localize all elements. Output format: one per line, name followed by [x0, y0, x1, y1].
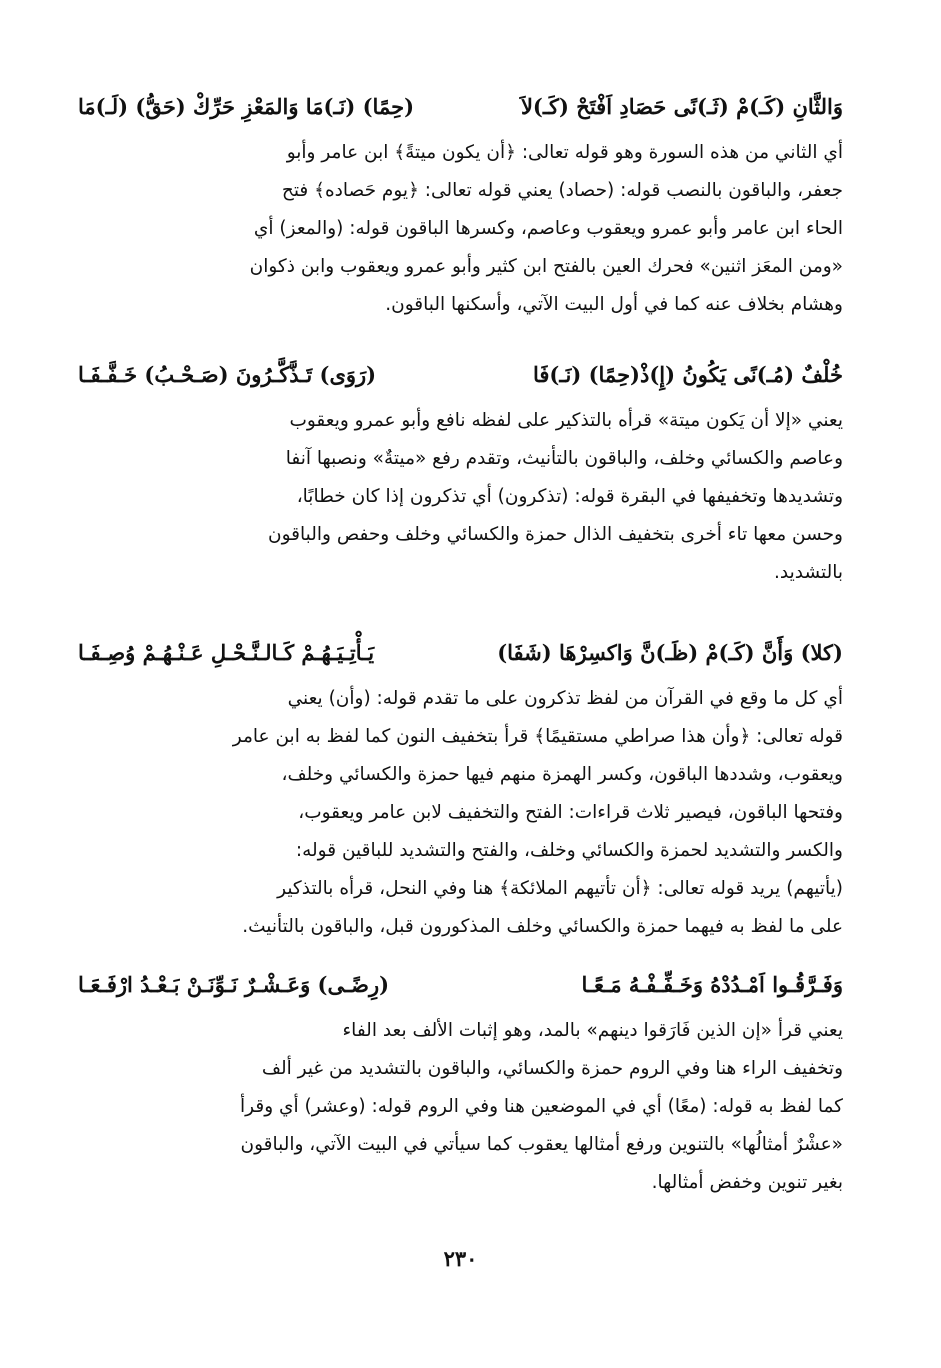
commentary-paragraph	[78, 680, 843, 946]
paragraph-line: يعني «إلا أن يَكون ميتة» قرأه بالتذكير على لفظه نافع وأبو عمرو ويعقوب	[289, 410, 843, 431]
paragraph-line: بغير تنوين وخفض أمثالها.	[651, 1172, 843, 1193]
paragraph-line: على ما لفظ به فيهما حمزة والكسائي وخلف المذكورون قبل، والباقون بالتأنيث.	[242, 916, 843, 937]
verse-line	[78, 624, 843, 680]
paragraph-line: وتخفيف الراء هنا وفي الروم حمزة والكسائي، والباقون بالتشديد من غير ألف	[261, 1058, 843, 1079]
commentary-paragraph	[78, 1012, 843, 1202]
verse-right-hemistich: وَفَـرَّقُـوا اَمْـدُدْهُ وَخَـفِّـفْـهُ مَـعًـا	[581, 971, 843, 997]
paragraph-line: والكسر والتشديد لحمزة والكسائي وخلف، والفتح والتشديد للباقين قوله:	[295, 840, 843, 861]
section-2	[78, 346, 843, 616]
paragraph-line: «ومن المعَز اثنين» فحرك العين بالفتح ابن كثير وأبو عمرو ويعقوب وابن ذكوان	[249, 256, 843, 277]
paragraph-line: ويعقوب، وشددها الباقون، وكسر الهمزة منهم فيها حمزة والكسائي وخلف،	[281, 764, 843, 785]
verse-right-hemistich: (كلا) وَأَنَّ (كَـ)مْ (ظَـ)نَّ وَاكسِرْهَا (شَفَا)	[497, 639, 843, 665]
section-4	[78, 956, 843, 1226]
page-number: ٢٣٠	[443, 1246, 478, 1271]
verse-line	[78, 346, 843, 402]
paragraph-line: «عشْرٌ أمثالُها» بالتنوين ورفع أمثالها يعقوب كما سيأتي في البيت الآتي، والباقون	[240, 1134, 843, 1155]
verse-line	[78, 78, 843, 134]
verse-left-hemistich: (حِمًا) (نَـ)مَا وَالمَعْزِ حَرِّكْ (حَقُّ) (لَـ)مَا	[78, 93, 415, 119]
paragraph-line: وحسن معها تاء أخرى بتخفيف الذال حمزة والكسائي وخلف وحفص والباقون	[268, 524, 843, 545]
verse-left-hemistich: (رِضًـى) وَعَـشْـرٌ نَـوِّنَـنْ بَـعْـدُ ارْفَـعَـا	[78, 971, 390, 997]
commentary-paragraph	[78, 402, 843, 592]
paragraph-line: وعاصم والكسائي وخلف، والباقون بالتأنيث، وتقدم رفع «ميتةٌ» ونصبها آنفا	[285, 448, 843, 469]
verse-line	[78, 956, 843, 1012]
paragraph-line: كما لفظ به قوله: (معًا) أي في الموضعين هنا وفي الروم قوله: (وعشر) أي وقرأ	[240, 1096, 843, 1117]
verse-left-hemistich: (رَوَى) تَـذَّكَّـرُونَ (صَـحْـبُ) خَـفَّـفَـا	[78, 361, 377, 387]
paragraph-line: الحاء ابن عامر وأبو عمرو ويعقوب وعاصم، وكسرها الباقون قوله: (والمعز) أي	[253, 218, 843, 239]
paragraph-line: يعني قرأ «إن الذين فَارَقوا دينهم» بالمد، وهو إثبات الألف بعد الفاء	[342, 1020, 843, 1041]
verse-right-hemistich: وَالثَّانِ (كَـ)مْ (ثَـ)نًى حَصَادِ اَفْتَحْ (كَـ)لاَ	[520, 93, 843, 119]
paragraph-line: وتشديدها وتخفيفها في البقرة قوله: (تذكرون) أي تذكرون إذا كان خطابًا،	[296, 486, 843, 507]
commentary-paragraph	[78, 134, 843, 324]
paragraph-line: (يأتيهم) يريد قوله تعالى: ﴿أن تأتيهم الملائكة﴾ هنا وفي النحل، قرأه بالتذكير	[277, 878, 843, 899]
paragraph-line: وفتحها الباقون، فيصير ثلاث قراءات: الفتح والتخفيف لابن عامر ويعقوب،	[298, 802, 843, 823]
verse-right-hemistich: خُلْفٌ (مُـ)نًى يَكُونُ (إِ)ذْ(حِمًا) (نَـ)فَا	[532, 361, 843, 387]
paragraph-line: وهشام بخلاف عنه كما في أول البيت الآتي، وأسكنها الباقون.	[385, 294, 843, 315]
document-page	[78, 78, 843, 1298]
paragraph-line: جعفر، والباقون بالنصب قوله: (حصاد) يعني قوله تعالى: ﴿يوم حَصاده﴾ فتح	[281, 180, 843, 201]
section-3	[78, 624, 843, 970]
paragraph-line: أي الثاني من هذه السورة وهو قوله تعالى: ﴿أن يكون ميتةً﴾ ابن عامر وأبو	[286, 142, 843, 163]
verse-left-hemistich: يَـأْتِـيَـهُـمْ كَـالـنَّـحْـلِ عَـنْـهُـمْ وُصِـفَـا	[78, 639, 375, 665]
paragraph-line: بالتشديد.	[774, 562, 843, 583]
section-1	[78, 78, 843, 348]
paragraph-line: أي كل ما وقع في القرآن من لفظ تذكرون على ما تقدم قوله: (وأن) يعني	[287, 688, 843, 709]
paragraph-line: قوله تعالى: ﴿وأن هذا صراطي مستقيمًا﴾ قرأ بتخفيف النون كما لفظ به ابن عامر	[232, 726, 843, 747]
